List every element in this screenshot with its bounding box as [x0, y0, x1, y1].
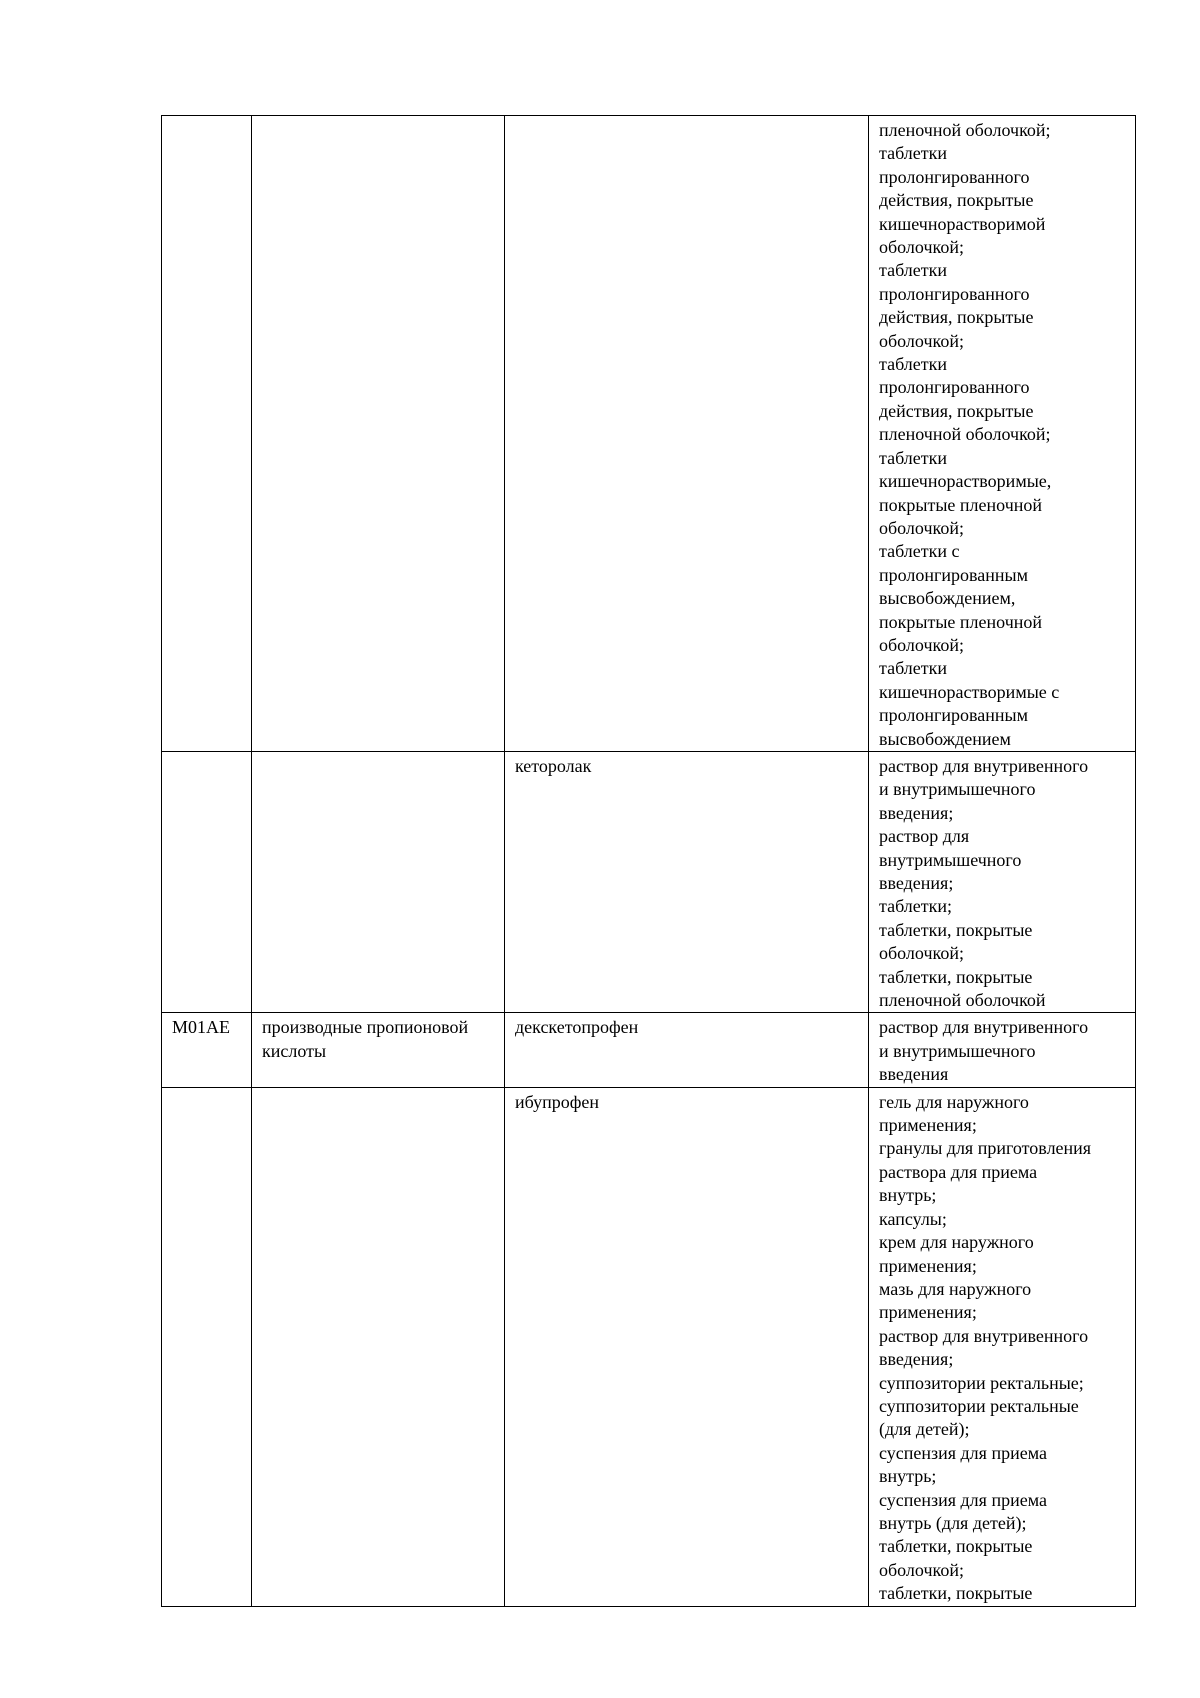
- dosage-form-line: таблетки, покрытые: [879, 919, 1033, 940]
- atc-code-cell: [162, 1087, 252, 1606]
- dosage-form-line: пролонгированного: [879, 166, 1030, 187]
- group-name-cell: [252, 751, 505, 1012]
- dosage-form-line: оболочкой;: [879, 237, 964, 258]
- dosage-form-line: таблетки с: [879, 541, 960, 562]
- dosage-form-line: применения;: [879, 1255, 977, 1276]
- group-name-cell: [252, 1087, 505, 1606]
- group-name-cell: производные пропионовой кислоты: [252, 1013, 505, 1087]
- dosage-form-line: оболочкой;: [879, 943, 964, 964]
- dosage-form-line: введения;: [879, 802, 954, 823]
- dosage-form-line: суспензия для приема: [879, 1442, 1047, 1463]
- table-row: [162, 1087, 1136, 1606]
- dosage-form-line: пролонгированного: [879, 377, 1030, 398]
- dosage-form-line: кишечнорастворимые с: [879, 681, 1060, 702]
- dosage-form-line: оболочкой;: [879, 330, 964, 351]
- dosage-form-line: (для детей);: [879, 1419, 970, 1440]
- group-name-cell: [252, 116, 505, 752]
- dosage-form-line: и внутримышечного: [879, 779, 1036, 800]
- dosage-form-line: мазь для наружного: [879, 1278, 1032, 1299]
- table-row: [162, 1013, 1136, 1087]
- dosage-form-line: действия, покрытые: [879, 307, 1034, 328]
- dosage-form-line: гранулы для приготовления: [879, 1138, 1092, 1159]
- dosage-form-line: суппозитории ректальные: [879, 1395, 1079, 1416]
- dosage-form-line: применения;: [879, 1115, 977, 1136]
- dosage-form-line: таблетки: [879, 447, 948, 468]
- drug-name-cell: ибупрофен: [505, 1087, 869, 1606]
- table-body: [162, 116, 1136, 1607]
- dosage-form-line: и внутримышечного: [879, 1040, 1036, 1061]
- drug-name-cell: кеторолак: [505, 751, 869, 1012]
- drug-name-cell: [505, 116, 869, 752]
- dosage-form-line: внутрь;: [879, 1185, 937, 1206]
- dosage-form-line: суппозитории ректальные;: [879, 1372, 1084, 1393]
- dosage-form-line: применения;: [879, 1302, 977, 1323]
- table-row: [162, 751, 1136, 1012]
- dosage-form-line: суспензия для приема: [879, 1489, 1047, 1510]
- dosage-form-line: таблетки: [879, 260, 948, 281]
- atc-code-cell: [162, 116, 252, 752]
- dosage-form-line: таблетки, покрытые: [879, 966, 1033, 987]
- dosage-form-line: внутрь (для детей);: [879, 1512, 1027, 1533]
- dosage-form-line: кишечнорастворимые,: [879, 471, 1052, 492]
- dosage-form-line: кишечнорастворимой: [879, 213, 1046, 234]
- dosage-form-line: капсулы;: [879, 1208, 947, 1229]
- dosage-form-line: внутримышечного: [879, 849, 1022, 870]
- dosage-form-line: раствор для внутривенного: [879, 1017, 1089, 1038]
- dosage-form-line: пролонгированным: [879, 564, 1029, 585]
- dosage-form-line: высвобождением: [879, 728, 1011, 749]
- dosage-form-line: пленочной оболочкой;: [879, 120, 1051, 140]
- dosage-form-line: крем для наружного: [879, 1232, 1034, 1253]
- dosage-form-line: введения: [879, 1064, 949, 1085]
- dosage-forms-cell: [869, 1013, 1136, 1087]
- dosage-form-line: внутрь;: [879, 1466, 937, 1487]
- dosage-form-line: покрытые пленочной: [879, 494, 1043, 515]
- dosage-forms-cell: [869, 1087, 1136, 1606]
- dosage-form-line: введения;: [879, 873, 954, 893]
- dosage-form-line: таблетки;: [879, 896, 953, 917]
- atc-code-cell: [162, 751, 252, 1012]
- dosage-forms-cell: [869, 116, 1136, 752]
- dosage-form-line: раствор для: [879, 826, 970, 847]
- dosage-form-line: оболочкой;: [879, 1559, 964, 1580]
- dosage-form-line: гель для наружного: [879, 1091, 1029, 1112]
- dosage-form-line: высвобождением,: [879, 588, 1016, 609]
- dosage-form-line: пленочной оболочкой: [879, 990, 1046, 1011]
- drug-name-cell: декскетопрофен: [505, 1013, 869, 1087]
- dosage-form-line: пролонгированного: [879, 283, 1030, 304]
- dosage-form-line: таблетки: [879, 658, 948, 679]
- dosage-form-line: введения;: [879, 1349, 954, 1370]
- dosage-form-line: пролонгированным: [879, 705, 1029, 726]
- medication-table: [161, 115, 1136, 1607]
- dosage-form-line: оболочкой;: [879, 634, 964, 655]
- dosage-form-line: покрытые пленочной: [879, 611, 1043, 632]
- dosage-form-line: оболочкой;: [879, 517, 964, 538]
- dosage-form-line: таблетки: [879, 354, 948, 375]
- dosage-form-line: действия, покрытые: [879, 400, 1034, 421]
- dosage-form-line: раствор для внутривенного: [879, 1325, 1089, 1346]
- dosage-form-line: таблетки: [879, 143, 948, 164]
- dosage-form-line: действия, покрытые: [879, 190, 1034, 211]
- atc-code-cell: M01AE: [162, 1013, 252, 1087]
- table-row: [162, 116, 1136, 752]
- dosage-form-line: таблетки, покрытые: [879, 1583, 1033, 1604]
- dosage-form-line: пленочной оболочкой;: [879, 424, 1051, 445]
- dosage-form-line: раствора для приема: [879, 1161, 1038, 1182]
- dosage-forms-cell: [869, 751, 1136, 1012]
- dosage-form-line: раствор для внутривенного: [879, 755, 1089, 776]
- dosage-form-line: таблетки, покрытые: [879, 1536, 1033, 1557]
